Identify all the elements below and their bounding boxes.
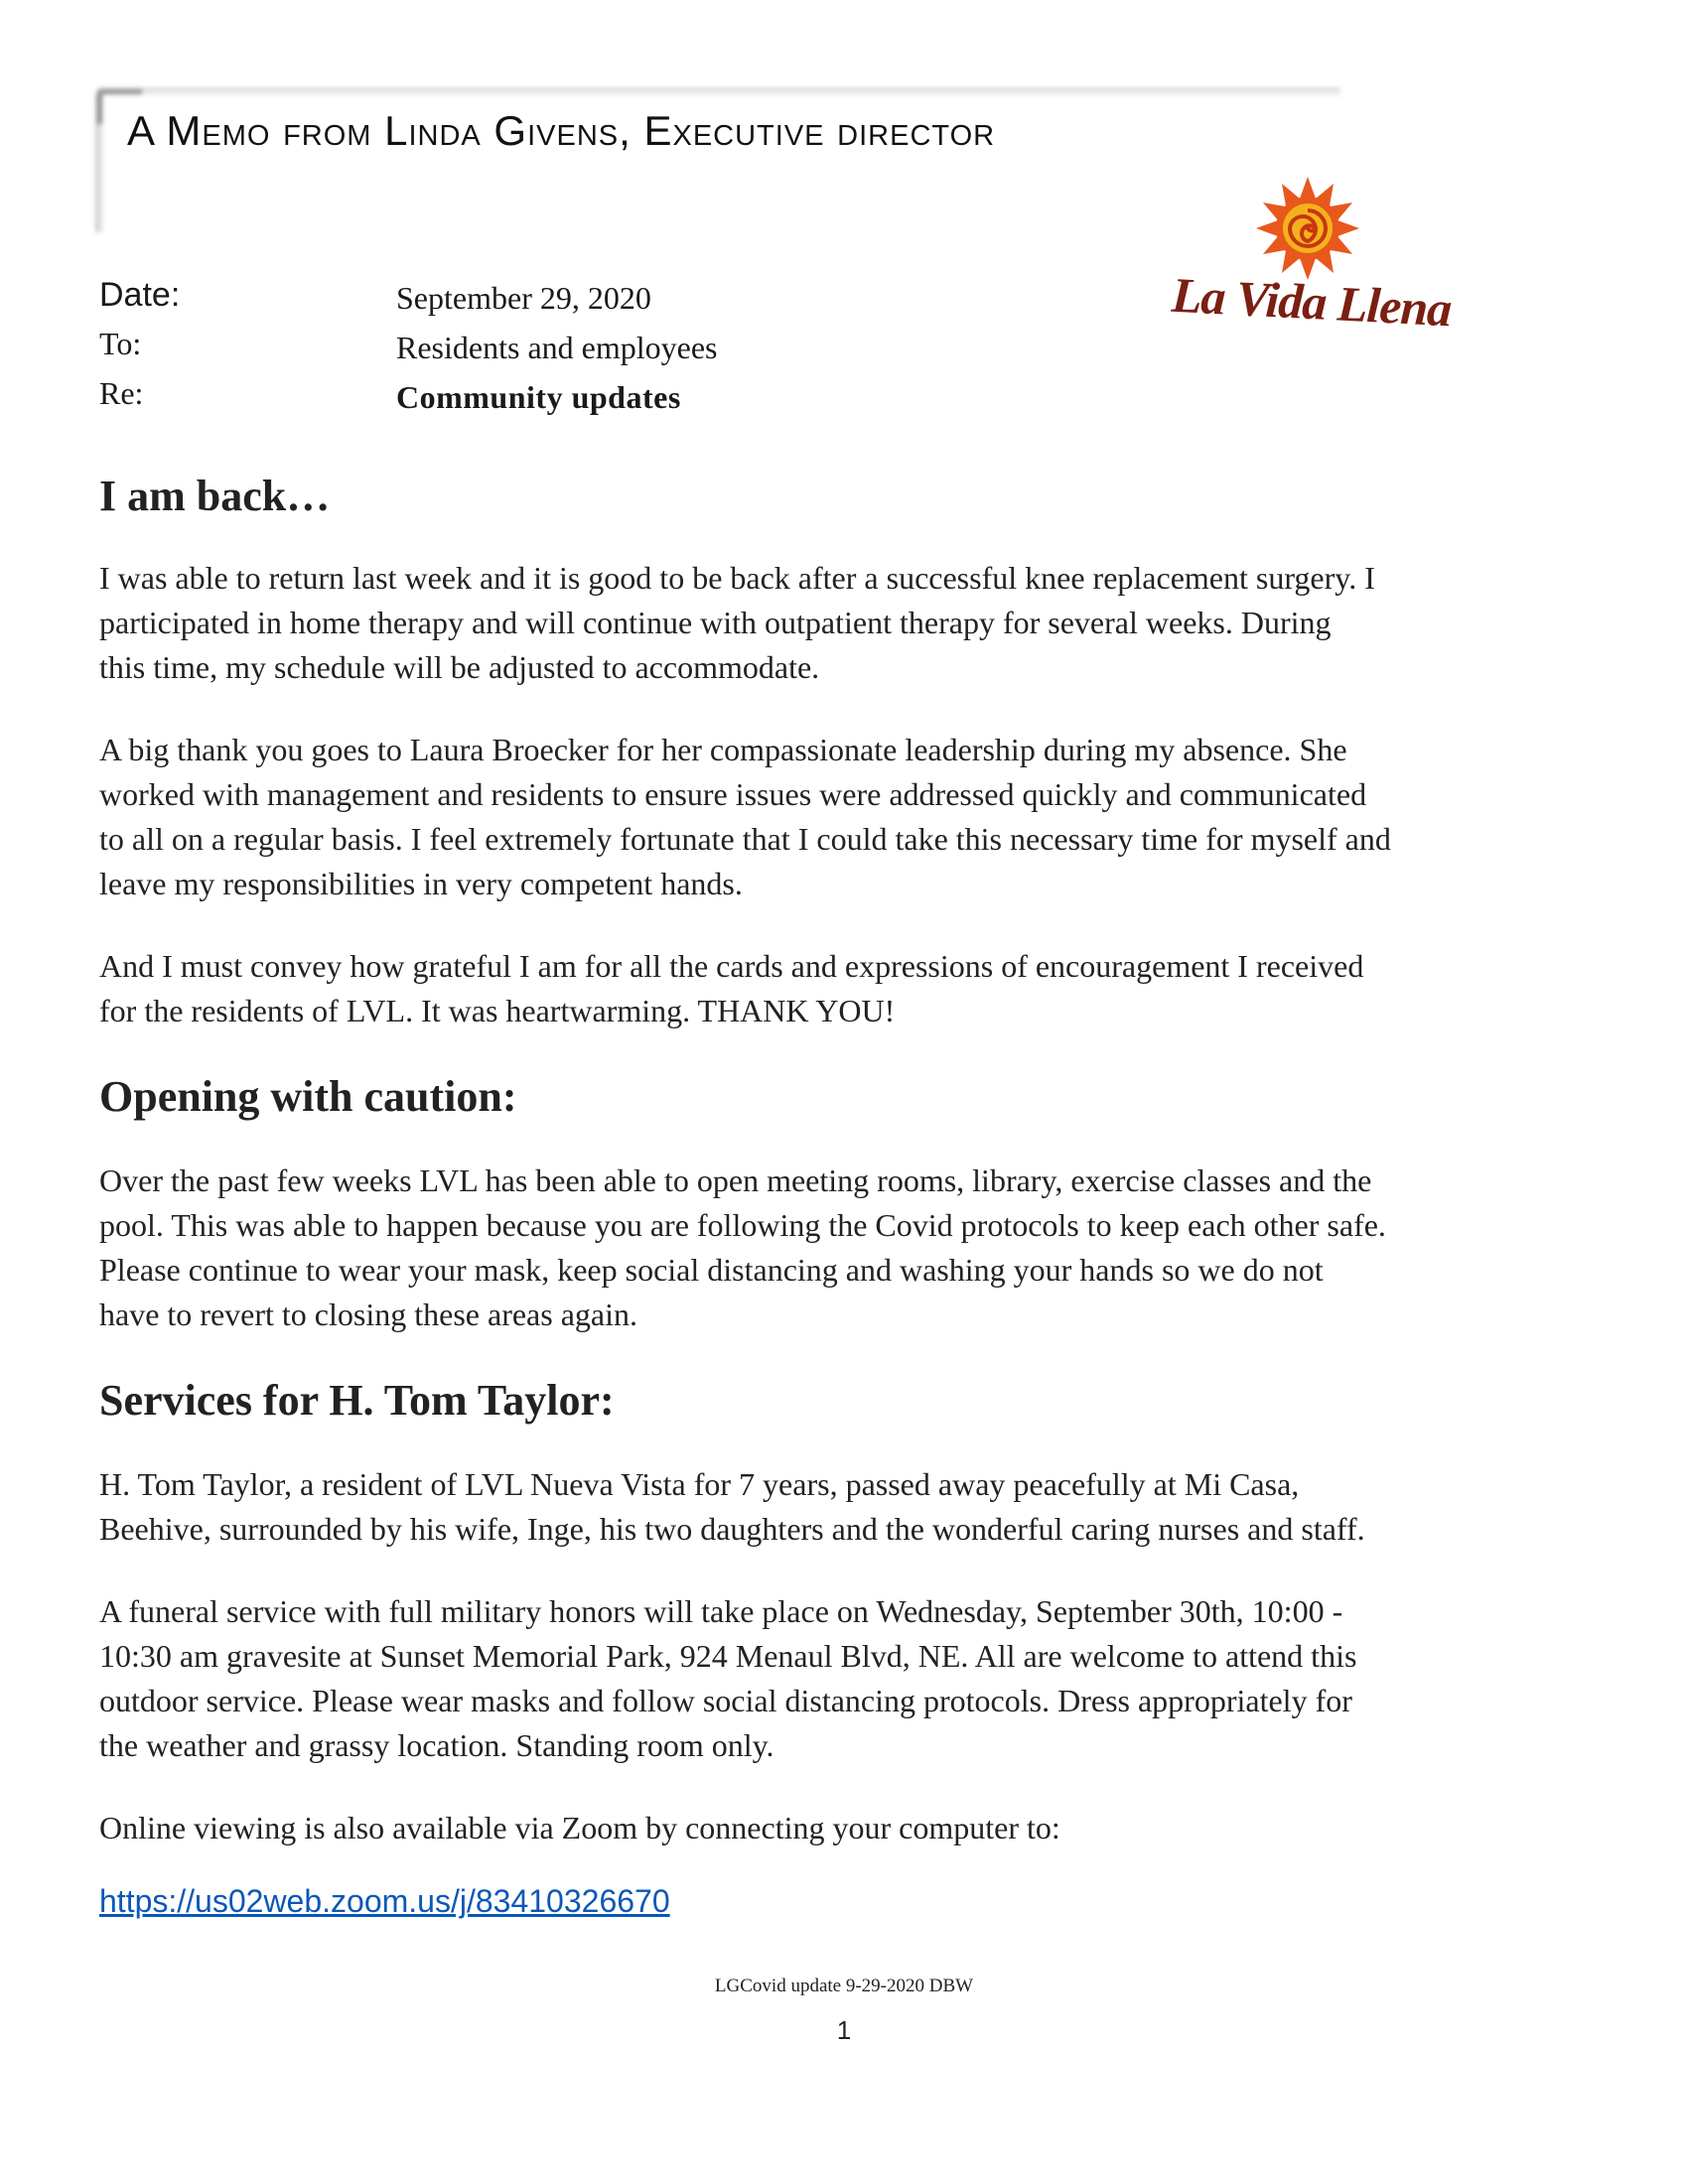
footer-note: LGCovid update 9-29-2020 DBW xyxy=(714,1976,974,1996)
paragraph-line: A funeral service with full military honors will take place on Wednesday, September 30th, 10:00 - xyxy=(99,1593,1343,1629)
header-shadow-top xyxy=(99,87,1340,97)
paragraph-line: this time, my schedule will be adjusted to accommodate. xyxy=(99,649,820,685)
paragraph-return xyxy=(99,556,1589,690)
memo-header xyxy=(99,93,1340,232)
paragraph-line: worked with management and residents to ensure issues were addressed quickly and communicated xyxy=(99,776,1367,812)
paragraph-line: participated in home therapy and will continue with outpatient therapy for several weeks. During xyxy=(99,605,1332,640)
paragraph-line: for the residents of LVL. It was heartwarming. THANK YOU! xyxy=(99,993,896,1028)
section-heading-services: Services for H. Tom Taylor: xyxy=(99,1376,615,1425)
to-label: To: xyxy=(99,326,142,361)
paragraph-online xyxy=(99,1806,1589,1850)
paragraph-grateful xyxy=(99,944,1589,1033)
paragraph-line: I was able to return last week and it is good to be back after a successful knee replacement surgery. I xyxy=(99,560,1375,596)
page-number: 1 xyxy=(836,2015,852,2045)
paragraph-line: have to revert to closing these areas again. xyxy=(99,1297,637,1332)
paragraph-line: H. Tom Taylor, a resident of LVL Nueva Vista for 7 years, passed away peacefully at Mi Casa, xyxy=(99,1466,1300,1502)
memo-title: A Memo from Linda Givens, Executive director xyxy=(127,107,996,154)
paragraph-line: pool. This was able to happen because you are following the Covid protocols to keep each other safe. xyxy=(99,1207,1386,1243)
sun-icon xyxy=(1253,174,1362,283)
paragraph-line: outdoor service. Please wear masks and follow social distancing protocols. Dress appropriately for xyxy=(99,1683,1352,1718)
paragraph-obituary xyxy=(99,1462,1589,1552)
paragraph-line: A big thank you goes to Laura Broecker for her compassionate leadership during my absence. She xyxy=(99,732,1347,767)
re-value: Community updates xyxy=(396,379,681,415)
to-value: Residents and employees xyxy=(396,330,718,365)
section-heading-opening: Opening with caution: xyxy=(99,1072,517,1121)
paragraph-line: And I must convey how grateful I am for all the cards and expressions of encouragement I received xyxy=(99,948,1364,984)
section-heading-back: I am back… xyxy=(99,472,331,520)
date-label: Date: xyxy=(99,276,181,314)
paragraph-thanks xyxy=(99,728,1589,906)
paragraph-line: 10:30 am gravesite at Sunset Memorial Park, 924 Menaul Blvd, NE. All are welcome to attend this xyxy=(99,1638,1357,1674)
paragraph-line: the weather and grassy location. Standing room only. xyxy=(99,1727,774,1763)
memo-body xyxy=(99,467,1589,1920)
date-value: September 29, 2020 xyxy=(396,280,651,316)
paragraph-line: leave my responsibilities in very competent hands. xyxy=(99,866,743,901)
paragraph-line: Beehive, surrounded by his wife, Inge, his two daughters and the wonderful caring nurses and staff. xyxy=(99,1511,1365,1547)
zoom-link[interactable]: https://us02web.zoom.us/j/83410326670 xyxy=(99,1883,670,1919)
la-vida-llena-logo xyxy=(1170,174,1453,342)
paragraph-line: Online viewing is also available via Zoom by connecting your computer to: xyxy=(99,1810,1060,1845)
paragraph-line: Please continue to wear your mask, keep social distancing and washing your hands so we do not xyxy=(99,1252,1324,1288)
paragraph-opening xyxy=(99,1159,1589,1337)
paragraph-line: Over the past few weeks LVL has been able to open meeting rooms, library, exercise classes and the xyxy=(99,1162,1372,1198)
paragraph-funeral xyxy=(99,1589,1589,1768)
re-label: Re: xyxy=(99,375,144,411)
logo-text: La Vida Llena xyxy=(1170,266,1453,338)
paragraph-line: to all on a regular basis. I feel extremely fortunate that I could take this necessary time for myself and xyxy=(99,821,1391,857)
